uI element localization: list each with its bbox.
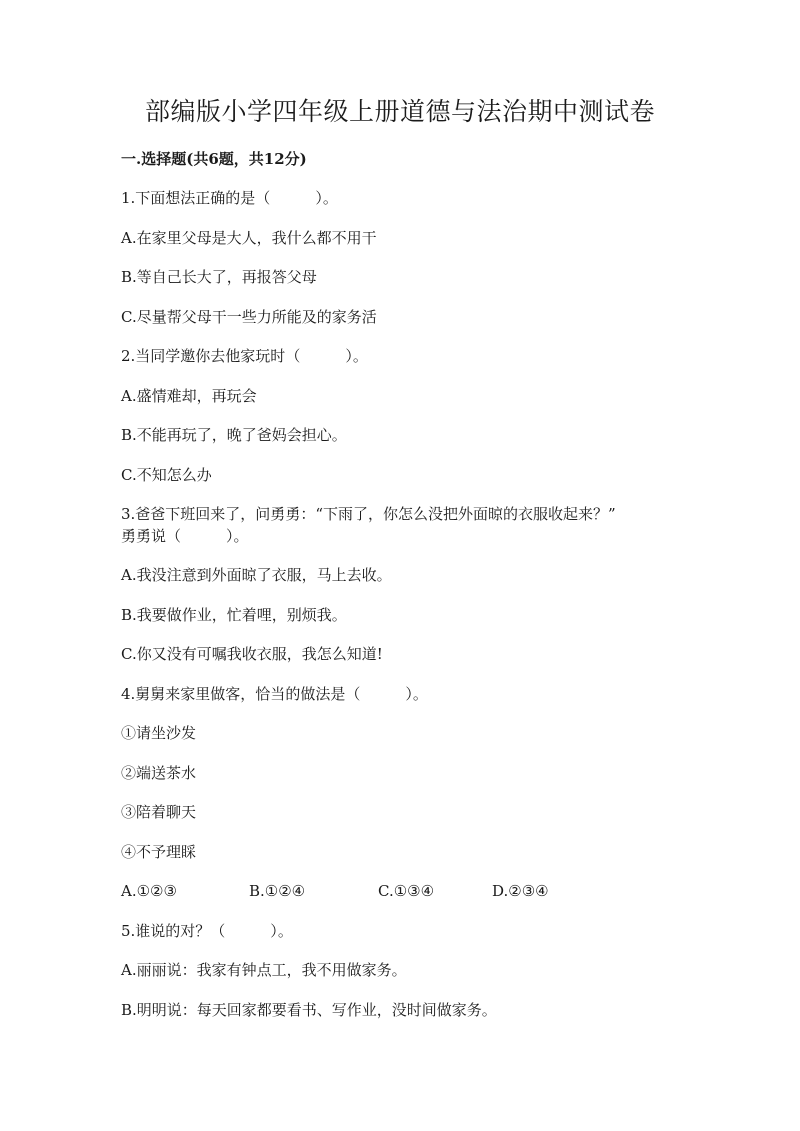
question-1-option-b: B.等自己长大了，再报答父母 [121,268,317,286]
question-4-option-d: D.②③④ [492,882,549,900]
question-2-option-b: B.不能再玩了，晚了爸妈会担心。 [121,426,347,444]
question-2-option-c: C.不知怎么办 [121,466,212,484]
question-3-stem-line1: 3.爸爸下班回来了，问勇勇：“下雨了，你怎么没把外面晾的衣服收起来？” [121,505,616,523]
question-2-option-a: A.盛情难却，再玩会 [121,387,257,405]
question-5-option-b: B.明明说：每天回家都要看书、写作业，没时间做家务。 [121,1001,497,1019]
question-5-option-a: A.丽丽说：我家有钟点工，我不用做家务。 [121,961,407,979]
question-2-stem: 2.当同学邀你去他家玩时（ ）。 [121,347,368,365]
question-1-option-a: A.在家里父母是大人，我什么都不用干 [121,229,377,247]
question-1-option-c: C.尽量帮父母干一些力所能及的家务活 [121,308,377,326]
question-4-option-a: A.①②③ [121,882,177,900]
question-3-stem-line2: 勇勇说（ ）。 [121,527,249,545]
question-4-item-4: ④不予理睬 [121,843,197,861]
question-3-option-b: B.我要做作业，忙着哩，别烦我。 [121,606,347,624]
question-4-item-2: ②端送茶水 [121,764,197,782]
question-1-stem: 1.下面想法正确的是（ ）。 [121,189,338,207]
question-4-option-c: C.①③④ [378,882,435,900]
question-5-stem: 5.谁说的对？（ ）。 [121,922,293,940]
question-4-stem: 4.舅舅来家里做客，恰当的做法是（ ）。 [121,685,428,703]
section-heading: 一.选择题(共6题，共12分) [121,150,307,168]
question-4-item-1: ①请坐沙发 [121,724,197,742]
question-3-option-a: A.我没注意到外面晾了衣服，马上去收。 [121,566,392,584]
question-4-item-3: ③陪着聊天 [121,803,197,821]
question-3-option-c: C.你又没有可嘱我收衣服，我怎么知道! [121,645,383,663]
question-4-option-b: B.①②④ [249,882,306,900]
page-title: 部编版小学四年级上册道德与法治期中测试卷 [144,97,655,126]
